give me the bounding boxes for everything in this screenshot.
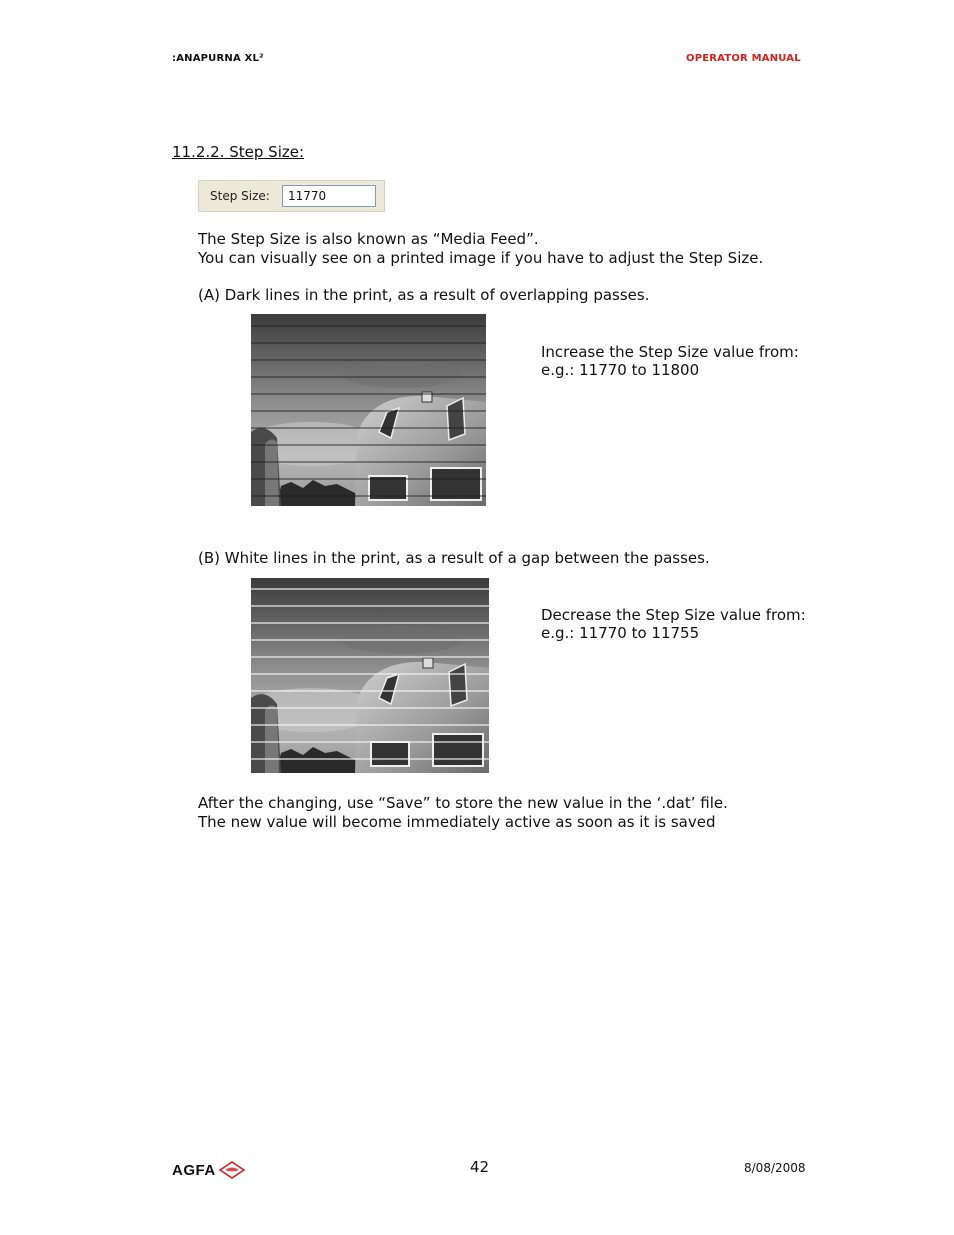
dark-lines-example-image [251,314,486,506]
step-size-widget [198,180,385,212]
intro-line-1: The Step Size is also known as “Media Feed”. [198,230,539,248]
header-product-name: :ANAPURNA XL² [172,53,264,64]
closing-line-1: After the changing, use “Save” to store the new value in the ‘.dat’ file. [198,794,728,812]
agfa-rhombus-icon [219,1161,245,1179]
case-b-advice-line-1: Decrease the Step Size value from: [541,606,806,624]
header-manual-label: OPERATOR MANUAL [686,53,801,64]
step-size-input[interactable] [282,185,376,207]
intro-line-2: You can visually see on a printed image if you have to adjust the Step Size. [198,249,764,267]
case-a-caption: (A) Dark lines in the print, as a result of overlapping passes. [198,286,650,304]
closing-line-2: The new value will become immediately active as soon as it is saved [198,813,716,831]
agfa-logo-text: AGFA [172,1161,216,1179]
section-title: 11.2.2. Step Size: [172,143,305,161]
white-lines-example-image [251,578,489,773]
case-a-advice-line-1: Increase the Step Size value from: [541,343,799,361]
page-number: 42 [470,1158,490,1176]
footer-date: 8/08/2008 [744,1161,806,1175]
agfa-logo [172,1161,245,1179]
case-a-advice-line-2: e.g.: 11770 to 11800 [541,361,700,379]
step-size-label: Step Size: [210,189,270,203]
case-b-advice-line-2: e.g.: 11770 to 11755 [541,624,700,642]
case-b-caption: (B) White lines in the print, as a result of a gap between the passes. [198,549,710,567]
